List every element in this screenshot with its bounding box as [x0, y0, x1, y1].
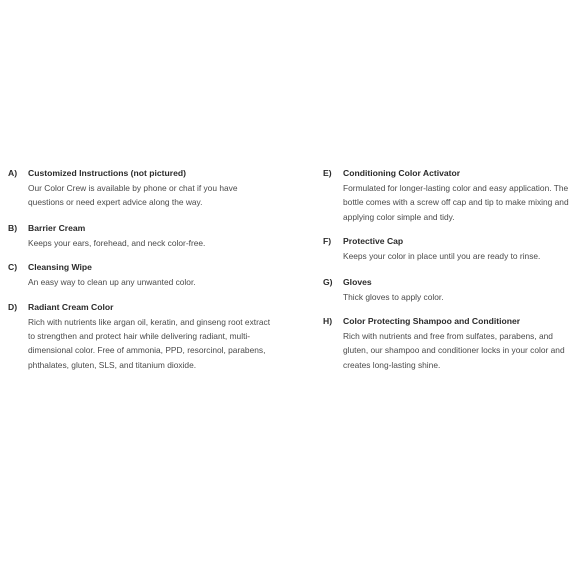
item-title: Cleansing Wipe: [28, 262, 92, 273]
item-title: Conditioning Color Activator: [343, 168, 461, 178]
item-description: Keeps your color in place until you are ready to rinse.: [343, 251, 541, 262]
item-letter: H): [323, 316, 333, 327]
item-description: An easy way to clean up any unwanted color.: [28, 277, 196, 288]
item-letter: F): [323, 236, 332, 247]
item-content: [343, 314, 580, 372]
item-letter: B): [8, 222, 18, 233]
item-title: Barrier Cream: [28, 222, 86, 233]
kit-item-g: [323, 275, 580, 304]
item-description: Rich with nutrients like argan oil, keratin, and ginseng root extract to strengthen and protect hair while delivering radiant, multi-dimensional color. Free of ammonia, PPD, resorcinol, parabens, phthalates, gluten, SLS, and titanium dioxide.: [28, 316, 271, 370]
left-column: [8, 166, 274, 372]
item-content: [28, 300, 274, 373]
kit-item-b: [8, 221, 274, 250]
kit-item-e: [323, 166, 580, 224]
item-title: Gloves: [343, 276, 372, 287]
kit-item-c: [8, 260, 274, 289]
item-description: Thick gloves to apply color.: [343, 291, 444, 302]
item-letter: D): [8, 301, 18, 312]
item-letter: G): [323, 276, 333, 287]
kit-item-h: [323, 314, 580, 372]
item-content: [28, 166, 274, 210]
right-column: [323, 166, 580, 372]
item-description: Our Color Crew is available by phone or chat if you have questions or need expert advice along the way.: [28, 183, 238, 208]
item-letter: C): [8, 262, 18, 273]
item-content: [343, 234, 580, 263]
item-content: [28, 260, 274, 289]
kit-item-f: [323, 234, 580, 263]
kit-item-a: [8, 166, 274, 210]
item-letter: A): [8, 168, 18, 178]
item-description: Formulated for longer-lasting color and easy application. The bottle comes with a screw off cap and tip to make mixing and applying color simple and tidy.: [343, 183, 569, 222]
item-content: [343, 275, 580, 304]
item-content: [343, 166, 580, 224]
item-title: Customized Instructions (not pictured): [28, 168, 187, 178]
item-title: Radiant Cream Color: [28, 301, 114, 312]
item-title: Color Protecting Shampoo and Conditioner: [343, 316, 521, 327]
item-description: Rich with nutrients and free from sulfates, parabens, and gluten, our shampoo and conditioner locks in your color and creates long-lasting shine.: [343, 331, 565, 370]
item-letter: E): [323, 168, 332, 178]
item-description: Keeps your ears, forehead, and neck color-free.: [28, 237, 206, 248]
item-content: [28, 221, 274, 250]
item-title: Protective Cap: [343, 236, 404, 247]
kit-item-d: [8, 300, 274, 373]
